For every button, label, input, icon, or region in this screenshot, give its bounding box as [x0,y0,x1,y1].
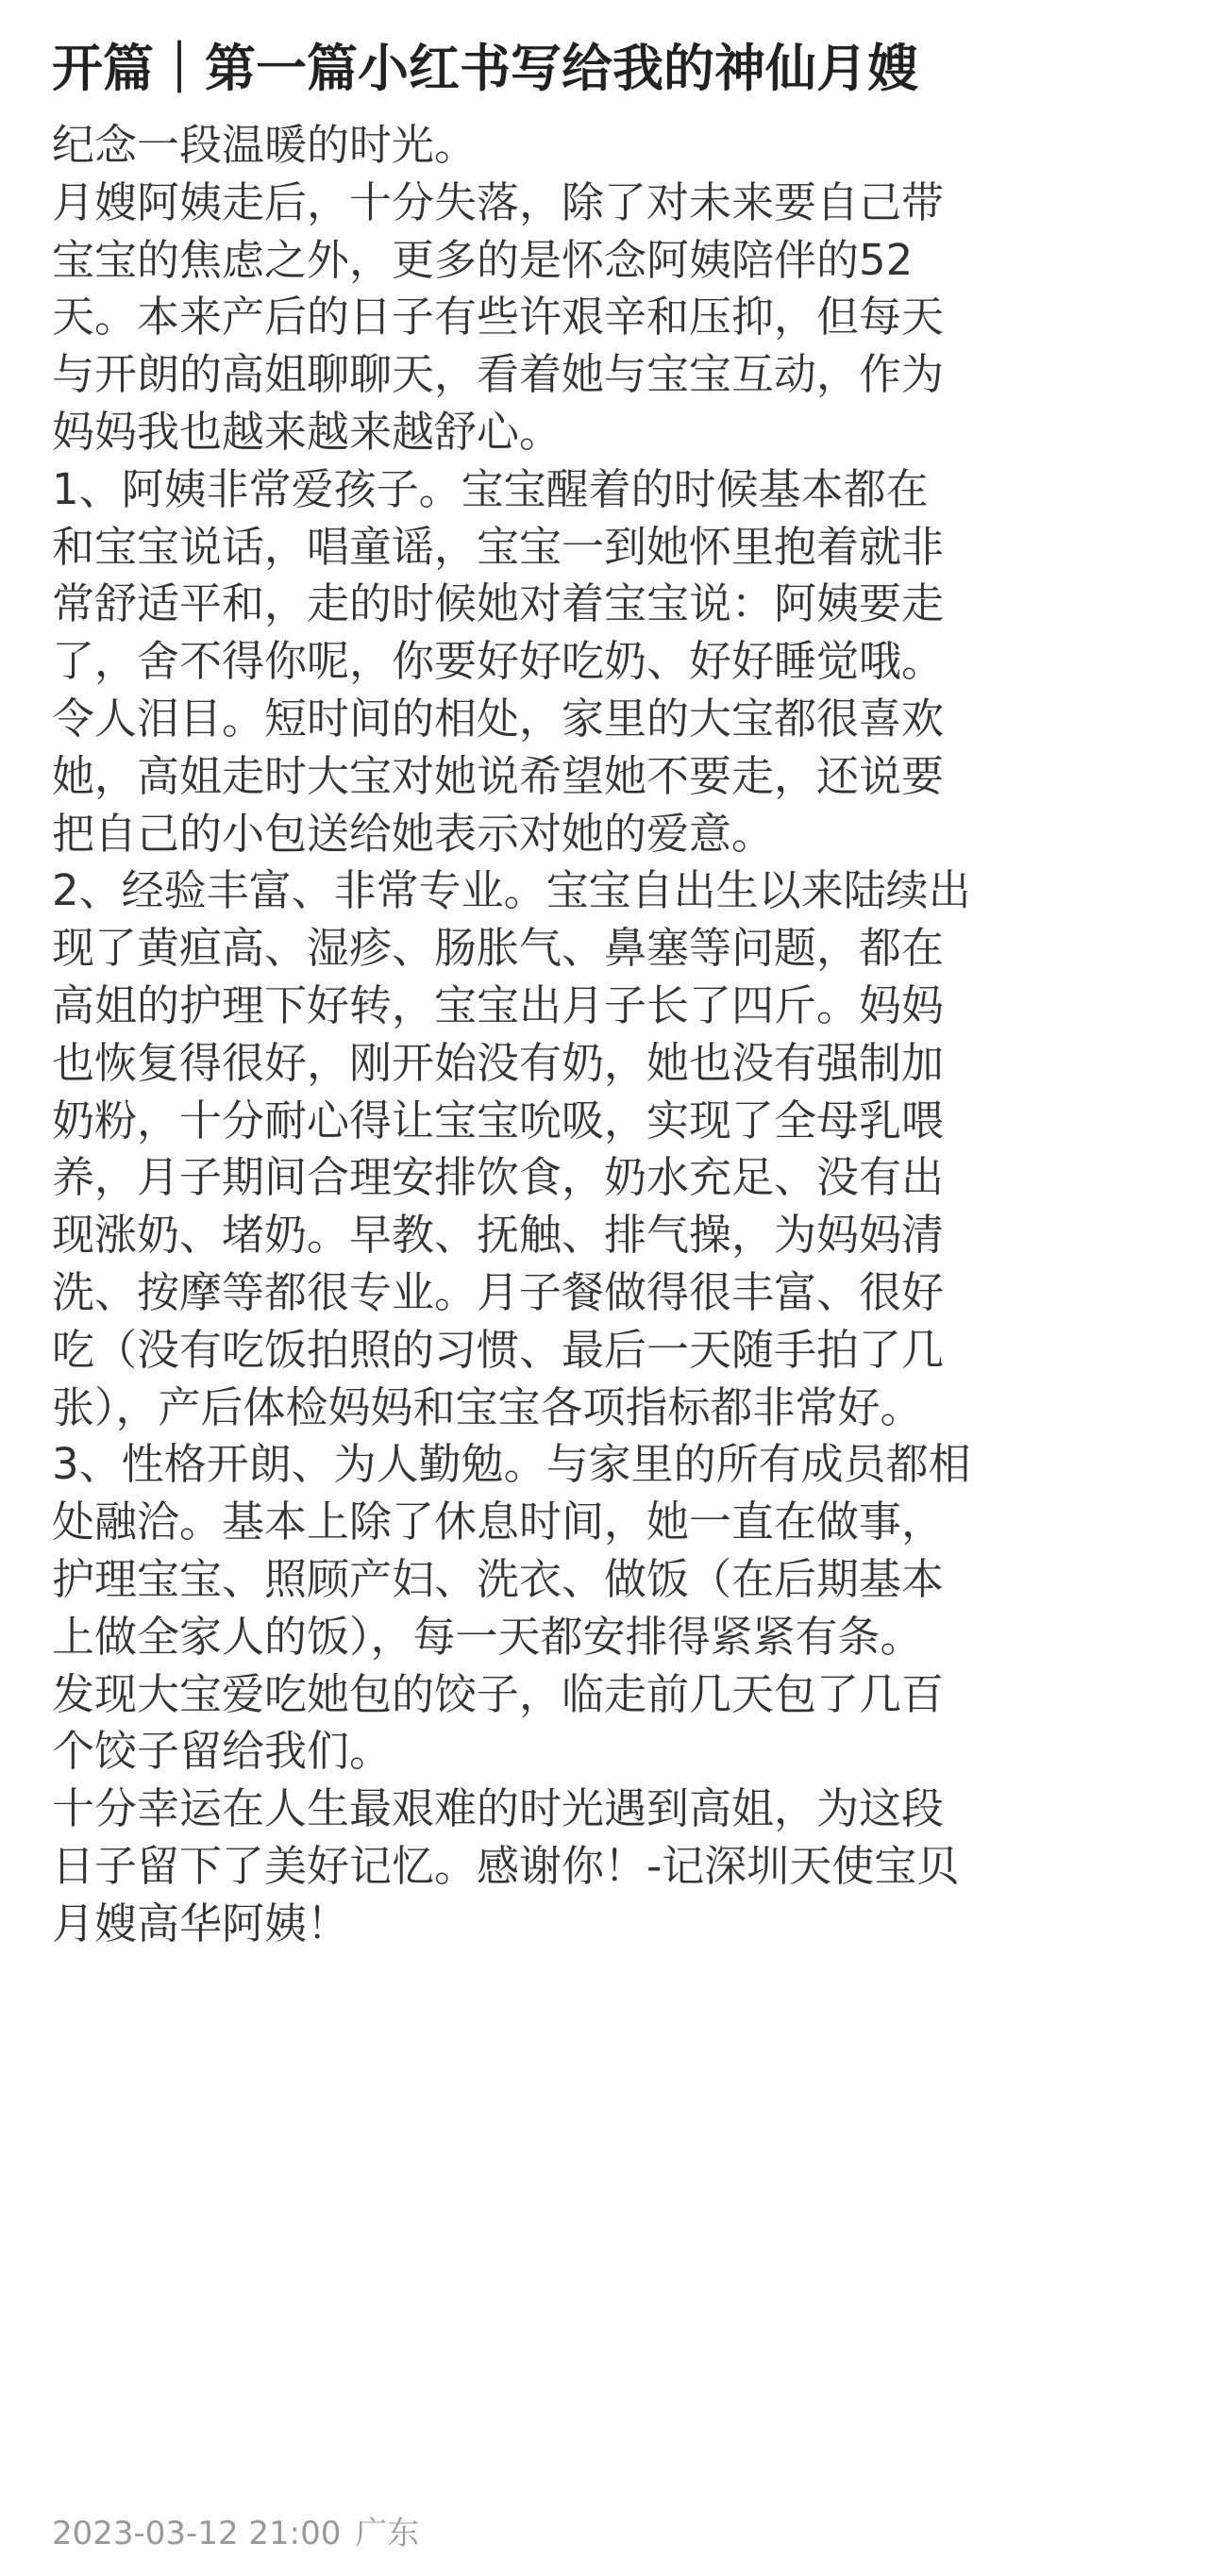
post-body-line: 1、阿姨非常爱孩子。宝宝醒着的时候基本都在 [52,463,929,514]
post-location: 广东 [355,2515,420,2552]
post-body-line: 3、性格开朗、为人勤勉。与家里的所有成员都相 [52,1439,971,1490]
post-body-line: 护理宝宝、照顾产妇、洗衣、做饭（在后期基本 [52,1553,945,1604]
post-body-line: 养，月子期间合理安排饮食，奶水充足、没有出 [52,1152,945,1203]
post-body-line: 纪念一段温暖的时光。 [52,120,478,170]
post-body-line: 奶粉，十分耐心得让宝宝吮吸，实现了全母乳喂 [52,1095,945,1146]
post-body-line: 十分幸运在人生最艰难的时光遇到高姐，为这段 [52,1783,945,1834]
post-body-line: 现了黄疸高、湿疹、肠胀气、鼻塞等问题，都在 [52,923,945,974]
post-body-line: 现涨奶、堵奶。早教、抚触、排气操，为妈妈清 [52,1210,945,1261]
post-body-line: 日子留下了美好记忆。感谢你！-记深圳天使宝贝 [52,1840,960,1891]
post-body-line: 常舒适平和，走的时候她对着宝宝说：阿姨要走 [52,578,945,629]
post-body-line: 月嫂高华阿姨！ [52,1898,350,1949]
post-body-line: 发现大宝爱吃她包的饺子，临走前几天包了几百 [52,1668,945,1719]
post-body [52,117,1156,1953]
post-body-line: 个饺子留给我们。 [52,1726,393,1777]
post-body-line: 妈妈我也越来越来越舒心。 [52,406,562,457]
post-body-line: 洗、按摩等都很专业。月子餐做得很丰富、很好 [52,1266,945,1317]
post-body-line: 2、经验丰富、非常专业。宝宝自出生以来陆续出 [52,865,971,916]
post-body-line: 天。本来产后的日子有些许艰辛和压抑，但每天 [52,292,945,343]
post-body-line: 宝宝的焦虑之外，更多的是怀念阿姨陪伴的52 [52,234,914,285]
post-body-line: 高姐的护理下好转，宝宝出月子长了四斤。妈妈 [52,979,945,1030]
post-body-line: 了，舍不得你呢，你要好好吃奶、好好睡觉哦。 [52,636,945,687]
post-body-line: 张），产后体检妈妈和宝宝各项指标都非常好。 [52,1381,923,1432]
post-body-line: 吃（没有吃饭拍照的习惯、最后一天随手拍了几 [52,1324,945,1375]
post-body-line: 令人泪目。短时间的相处，家里的大宝都很喜欢 [52,693,945,744]
post-body-line: 处融洽。基本上除了休息时间，她一直在做事， [52,1497,945,1547]
post-body-line: 她，高姐走时大宝对她说希望她不要走，还说要 [52,750,945,801]
post-body-line: 也恢复得很好，刚开始没有奶，她也没有强制加 [52,1037,945,1088]
post-datetime: 2023-03-12 21:00 [52,2515,342,2552]
post-body-line: 与开朗的高姐聊聊天，看着她与宝宝互动，作为 [52,349,945,400]
post-body-line: 上做全家人的饭），每一天都安排得紧紧有条。 [52,1611,923,1662]
post-title: 开篇｜第一篇小红书写给我的神仙月嫂 [52,39,918,98]
post-body-line: 和宝宝说话，唱童谣，宝宝一到她怀里抱着就非 [52,521,945,572]
post-meta [52,2510,419,2557]
post-body-line: 月嫂阿姨走后，十分失落，除了对未来要自己带 [52,176,945,227]
post-body-line: 把自己的小包送给她表示对她的爱意。 [52,808,775,859]
